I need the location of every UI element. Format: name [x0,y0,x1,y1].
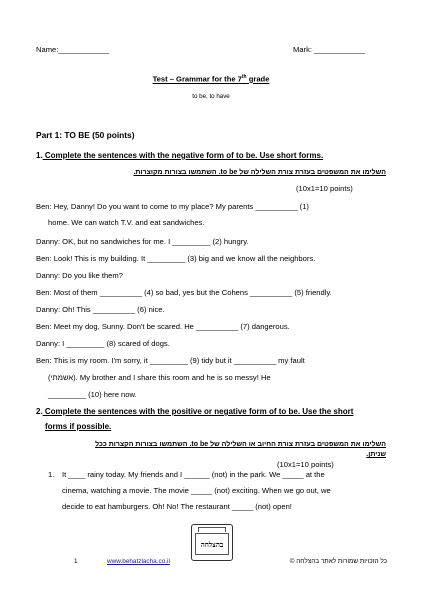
name-field [36,45,109,55]
mark-field [293,45,365,55]
page-title [0,72,422,85]
q2-instruction-text: Complete the sentences with the positive or negative form of to be. Use the short [42,407,354,416]
q1-line: _________ (10) here now. [48,390,137,399]
q1-line: Danny: Oh! This __________ (6) nice. [36,305,165,314]
q1-line: Danny: Do you like them? [36,271,123,280]
q2-instruction [36,407,353,417]
q2-item-line: cinema, watching a movie. The movie _____ (not) exciting. When we go out, we [62,486,331,495]
name-blank: ____________ [58,45,110,54]
site-link[interactable]: www.behatzlacha.co.il [107,558,170,565]
q2-instruction-cont: forms if possible. [45,422,112,431]
q1-line: Ben: Meet my dog, Sunny. Don't be scared. He __________ (7) dangerous. [36,322,290,331]
q1-hebrew-instruction: השלימו את המשפטים בעזרת צורת השלילה של to be. השתמשו בצורות מקוצרות. [133,169,386,176]
q1-line: Ben: This is my room. I'm sorry, it _________ (9) tidy but it __________ my fault [36,356,305,365]
logo-text: בהצלחה [195,533,229,555]
q1-number: 1. [36,151,43,160]
title-superscript: th [241,74,247,80]
mark-label: Mark: [293,45,315,54]
q1-line: Danny: I _________ (8) scared of dogs. [36,339,170,348]
name-label: Name: [36,45,59,54]
logo-roof [198,527,226,532]
q1-line: Ben: Look! This is my building. It _________ (3) big and we know all the neighbors. [36,254,316,263]
q2-item-line: It ____ rainy today. My friends and I ______ (not) in the park. We _____ at the [62,470,325,479]
q1-line: home. We can watch T.V. and eat sandwiches. [48,218,205,227]
q2-hebrew-instruction-cont: שניתן. [366,451,386,458]
behatzlacha-logo [191,524,233,561]
q1-line: Ben: Most of them __________ (4) so bad, yes but the Cohens __________ (5) friendly. [36,288,332,297]
q1-line: Danny: OK, but no sandwiches for me. I _________ (2) hungry. [36,237,249,246]
title-text: Test – Grammar for the 7 [152,74,242,84]
q2-item-number: 1. [48,470,55,479]
copyright-text: כל הזכויות שמורות לאתר בהצלחה © [289,558,387,565]
q2-points: (10x1=10 points) [277,460,334,469]
title-suffix: grade [246,74,270,84]
q1-line: (אשמתי). My brother and I share this room and he is so messy! He [48,373,271,382]
q1-instruction-text: Complete the sentences with the negative form of to be. Use short forms. [42,151,324,160]
q2-item-line: decide to eat hamburgers. Oh! No! The restaurant _____ (not) open! [62,502,292,511]
q1-points: (10x1=10 points) [296,184,353,193]
part1-heading: Part 1: TO BE (50 points) [36,130,135,140]
q1-instruction [36,151,323,161]
page-number: 1 [74,558,78,565]
q1-line: Ben: Hey, Danny! Do you want to come to my place? My parents __________ (1) [36,202,309,211]
q2-hebrew-instruction: השלימו את המשפטים בעזרת צורת החיוב או השלילה של to be. השתמשו בצורות הקצרות ככל [95,441,386,448]
mark-blank: ____________ [314,45,365,54]
page-subtitle: to be, to have [192,93,230,100]
q2-number: 2. [36,407,43,416]
